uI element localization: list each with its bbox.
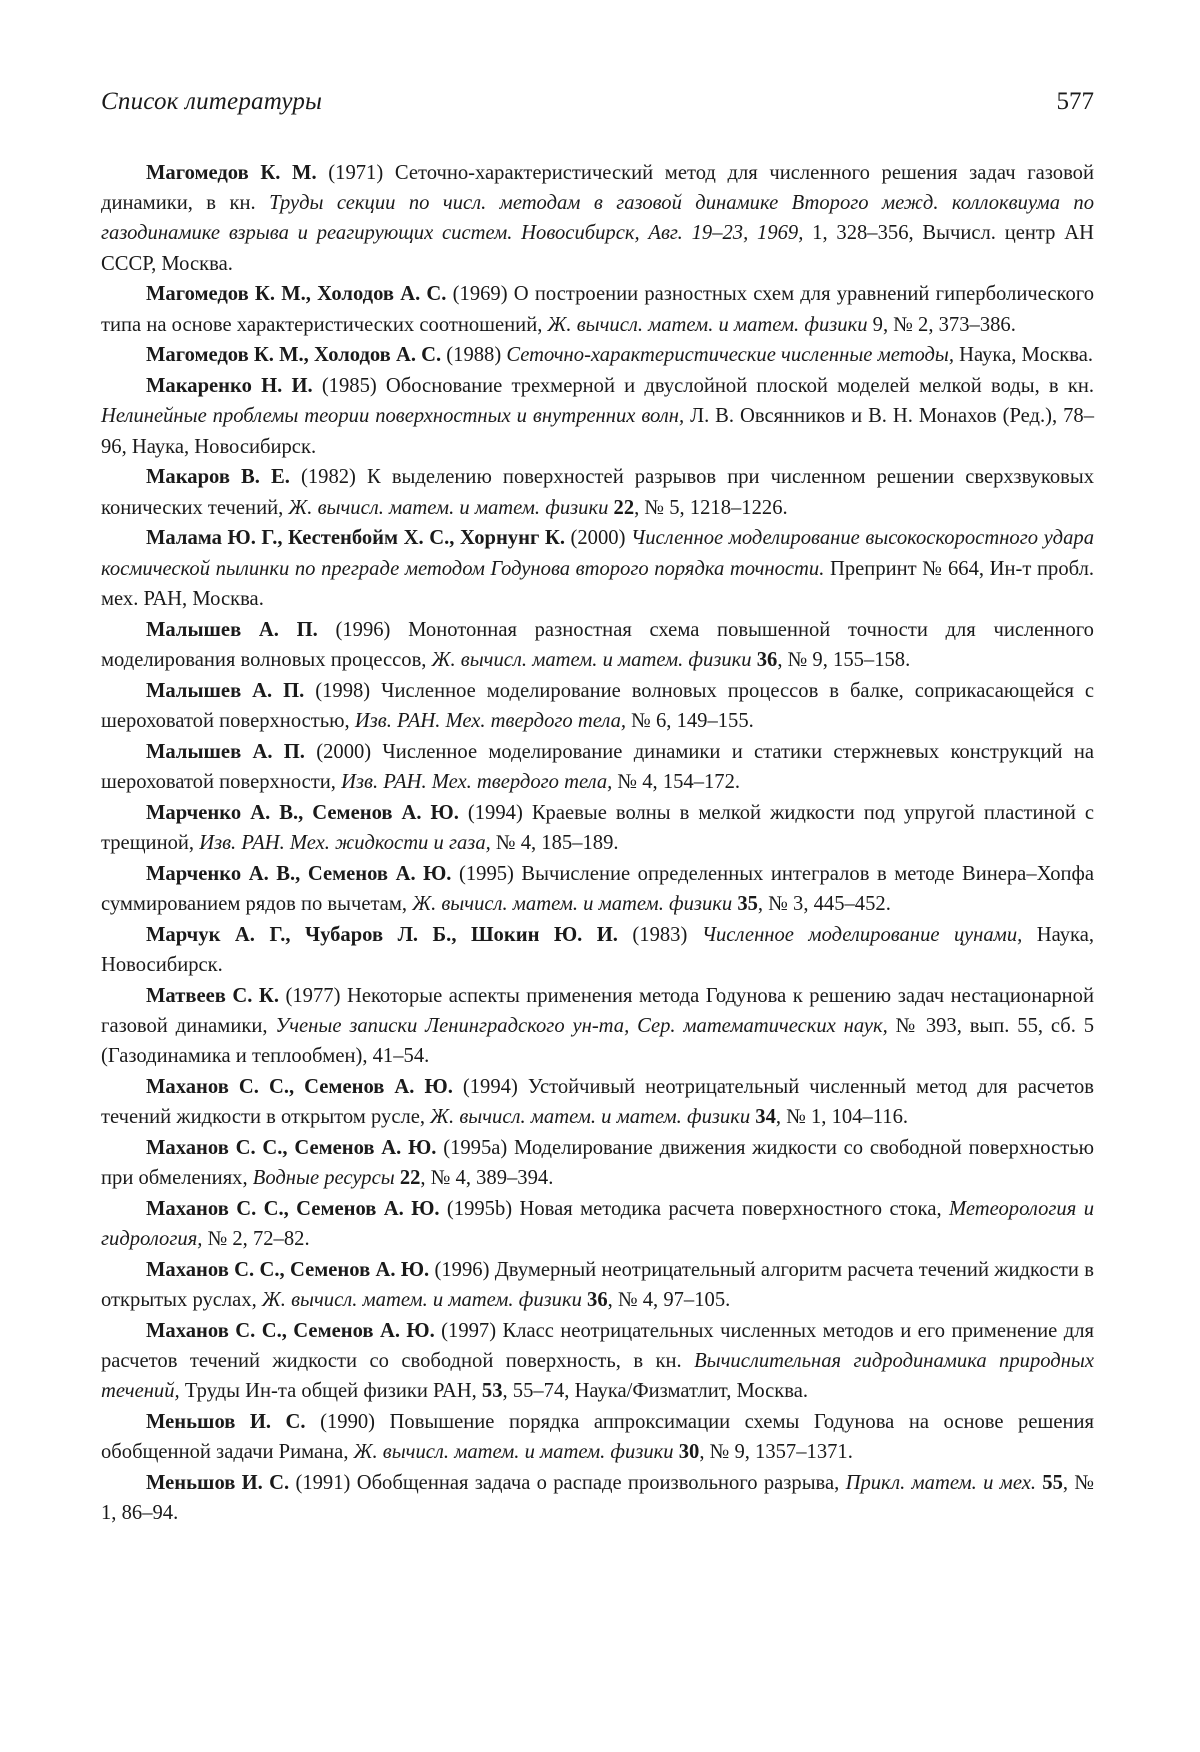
reference-source: Изв. РАН. Мех. жидкости и газа, <box>199 831 491 854</box>
reference-text: Л. В. Овсянников и В. Н. Монахов (Ред.), 78–96, Наука, Новосибирск. <box>101 405 1094 458</box>
reference-text: 9, № 2, 373–386. <box>867 313 1016 336</box>
reference-authors: Макаров В. Е. <box>146 466 290 489</box>
reference-entry <box>101 676 1094 736</box>
reference-text: , № 9, 1357–1371. <box>699 1441 853 1464</box>
running-title: Список литературы <box>101 88 323 115</box>
reference-authors: Малышев А. П. <box>146 679 305 702</box>
reference-entry <box>101 798 1094 858</box>
reference-entry <box>101 981 1094 1072</box>
reference-text: (2000) <box>564 527 631 550</box>
reference-text: , 55–74, Наука/Физматлит, Москва. <box>502 1380 809 1403</box>
reference-volume: 22 <box>399 1167 421 1190</box>
reference-entry <box>101 737 1094 797</box>
reference-entry <box>101 859 1094 919</box>
reference-source: Численное моделирование высокоскоростного удара космической пылинки по преграде методом Годунова второго порядка точности. <box>101 527 1094 580</box>
reference-entry <box>101 1468 1094 1528</box>
reference-text: Труды Ин-та общей физики РАН, <box>179 1380 482 1403</box>
reference-authors: Маханов С. С., Семенов А. Ю. <box>146 1319 435 1342</box>
reference-text: Наука, Москва. <box>954 344 1094 367</box>
reference-entry <box>101 340 1094 370</box>
reference-text: , № 4, 389–394. <box>420 1167 554 1190</box>
reference-text: (1969) О построении разностных схем для уравнений гиперболического типа на основе характеристических соотношений, <box>101 283 1095 336</box>
reference-text: № 4, 154–172. <box>612 770 741 793</box>
reference-text: (1996) Двумерный неотрицательный алгоритм расчета течений жидкости в открытых руслах, <box>101 1258 1095 1312</box>
reference-text: , № 4, 97–105. <box>607 1289 731 1312</box>
reference-text: (1994) Краевые волны в мелкой жидкости под упругой пластиной с трещиной, <box>101 801 1094 854</box>
reference-text: , № 9, 155–158. <box>777 648 911 671</box>
reference-volume: 36 <box>756 648 778 671</box>
reference-source: Ученые записки Ленинградского ун-та, Сер. математических наук, <box>275 1014 888 1037</box>
reference-source: Сеточно-характеристические численные методы, <box>506 344 954 367</box>
reference-authors: Маханов С. С., Семенов А. Ю. <box>146 1075 453 1098</box>
reference-authors: Марченко А. В., Семенов А. Ю. <box>146 862 452 885</box>
reference-source: Изв. РАН. Мех. твердого тела, <box>341 770 613 793</box>
reference-text: (1995a) Моделирование движения жидкости со свободной поверхностью при обмелениях, <box>101 1136 1095 1190</box>
reference-source: Труды секции по числ. методам в газовой динамике Второго межд. коллоквиума по газодинамике взрыва и реагирующих систем. Новосибирск, Авг. 19–23, 1969, <box>101 192 1095 245</box>
reference-authors: Меньшов И. С. <box>146 1472 290 1495</box>
reference-text: (1990) Повышение порядка аппроксимации схемы Годунова на основе решения обобщенной задачи Римана, <box>101 1411 1094 1464</box>
reference-volume: 36 <box>587 1289 608 1312</box>
reference-text: (1994) Устойчивый неотрицательный численный метод для расчетов течений жидкости в открытом русле, <box>101 1075 1094 1129</box>
reference-authors: Марченко А. В., Семенов А. Ю. <box>146 801 459 824</box>
reference-text: (1983) <box>617 923 702 946</box>
reference-text: № 4, 185–189. <box>490 831 619 854</box>
reference-entry <box>101 1194 1094 1254</box>
reference-list <box>101 158 1094 1529</box>
reference-authors: Маханов С. С., Семенов А. Ю. <box>146 1136 437 1159</box>
reference-source: Ж. вычисл. матем. и матем. физики <box>288 496 609 519</box>
reference-source: Численное моделирование цунами, <box>701 923 1023 946</box>
reference-text: , № 1, 86–94. <box>101 1472 1094 1525</box>
reference-text: Препринт № 664, Ин-т пробл. мех. РАН, Москва. <box>101 557 1095 610</box>
reference-entry <box>101 1407 1094 1467</box>
page-number: 577 <box>1056 88 1094 115</box>
reference-text: Наука, Новосибирск. <box>101 923 1094 976</box>
reference-source: Нелинейные проблемы теории поверхностных и внутренних волн, <box>101 405 685 428</box>
reference-entry <box>101 371 1094 462</box>
reference-text: (1995) Вычисление определенных интегралов в методе Винера–Хопфа суммированием рядов по вычетам, <box>101 862 1094 915</box>
reference-entry <box>101 523 1094 614</box>
reference-entry <box>101 920 1094 980</box>
reference-authors: Малышев А. П. <box>146 740 305 763</box>
reference-source: Ж. вычисл. матем. и матем. физики <box>547 313 868 336</box>
reference-entry <box>101 1072 1094 1132</box>
reference-source: Ж. вычисл. матем. и матем. физики <box>261 1289 582 1312</box>
reference-entry <box>101 615 1094 675</box>
reference-authors: Маханов С. С., Семенов А. Ю. <box>146 1197 440 1220</box>
reference-authors: Меньшов И. С. <box>146 1411 306 1434</box>
reference-source: Ж. вычисл. матем. и матем. физики <box>431 648 752 671</box>
reference-source: Прикл. матем. и мех. <box>845 1472 1036 1495</box>
reference-text: № 2, 72–82. <box>202 1228 310 1251</box>
reference-text: (1995b) Новая методика расчета поверхностного стока, <box>439 1197 950 1220</box>
reference-text: (1971) Сеточно-характеристический метод для численного решения задач газовой динамики, в кн. <box>101 162 1094 215</box>
reference-text: , № 1, 104–116. <box>775 1106 909 1129</box>
reference-text: (1985) Обоснование трехмерной и двуслойной плоской моделей мелкой воды, в кн. <box>312 375 1095 398</box>
reference-volume: 34 <box>755 1106 776 1129</box>
reference-source: Водные ресурсы <box>252 1167 395 1190</box>
reference-text: № 393, вып. 55, сб. 5 (Газодинамика и теплообмен), 41–54. <box>101 1014 1094 1068</box>
reference-text: (1991) Обобщенная задача о распаде произвольного разрыва, <box>289 1472 846 1495</box>
reference-authors: Макаренко Н. И. <box>146 375 313 398</box>
reference-text: , № 3, 445–452. <box>757 892 891 915</box>
reference-authors: Маханов С. С., Семенов А. Ю. <box>146 1258 430 1281</box>
running-head <box>101 88 1094 124</box>
reference-volume: 30 <box>678 1441 700 1464</box>
reference-source: Ж. вычисл. матем. и матем. физики <box>353 1441 674 1464</box>
reference-source: Вычислительная гидродинамика природных течений, <box>101 1350 1094 1403</box>
reference-text: , № 5, 1218–1226. <box>634 496 788 519</box>
reference-authors: Магомедов К. М., Холодов А. С. <box>146 283 447 306</box>
reference-authors: Магомедов К. М., Холодов А. С. <box>146 344 442 367</box>
reference-text: (1988) <box>441 344 507 367</box>
reference-entry <box>101 1133 1094 1193</box>
reference-text: № 6, 149–155. <box>626 709 754 732</box>
reference-entry <box>101 1316 1094 1407</box>
reference-authors: Матвеев С. К. <box>146 984 279 1007</box>
reference-source: Метеорология и гидрология, <box>101 1197 1094 1251</box>
reference-authors: Марчук А. Г., Чубаров Л. Б., Шокин Ю. И. <box>146 923 618 946</box>
reference-entry <box>101 158 1094 279</box>
reference-source: Ж. вычисл. матем. и матем. физики <box>412 892 733 915</box>
reference-text: (1996) Монотонная разностная схема повышенной точности для численного моделирования волновых процессов, <box>101 618 1094 671</box>
reference-volume: 22 <box>613 496 635 519</box>
reference-text: (1977) Некоторые аспекты применения метода Годунова к решению задач нестационарной газовой динамики, <box>101 984 1094 1037</box>
reference-entry <box>101 1255 1094 1315</box>
reference-text: (1998) Численное моделирование волновых процессов в балке, соприкасающейся с шероховатой поверхностью, <box>101 679 1095 732</box>
reference-entry <box>101 462 1094 522</box>
reference-volume: 55 <box>1042 1472 1063 1495</box>
reference-volume: 35 <box>737 892 758 915</box>
reference-entry <box>101 279 1094 339</box>
reference-text: (1982) К выделению поверхностей разрывов при численном решении сверхзвуковых конических течений, <box>101 466 1094 519</box>
reference-authors: Магомедов К. М. <box>146 162 317 184</box>
reference-authors: Малама Ю. Г., Кестенбойм Х. С., Хорнунг К. <box>146 527 565 550</box>
reference-text: (2000) Численное моделирование динамики и статики стержневых конструкций на шероховатой поверхности, <box>101 740 1094 793</box>
reference-text: (1997) Класс неотрицательных численных методов и его применение для расчетов течений жидкости со свободной поверхность, в кн. <box>101 1319 1094 1373</box>
reference-source: Ж. вычисл. матем. и матем. физики <box>430 1106 751 1129</box>
reference-authors: Малышев А. П. <box>146 618 318 641</box>
reference-source: Изв. РАН. Мех. твердого тела, <box>354 709 627 732</box>
reference-volume: 53 <box>481 1380 503 1403</box>
reference-text: 1, 328–356, Вычисл. центр АН СССР, Москва. <box>101 222 1095 275</box>
